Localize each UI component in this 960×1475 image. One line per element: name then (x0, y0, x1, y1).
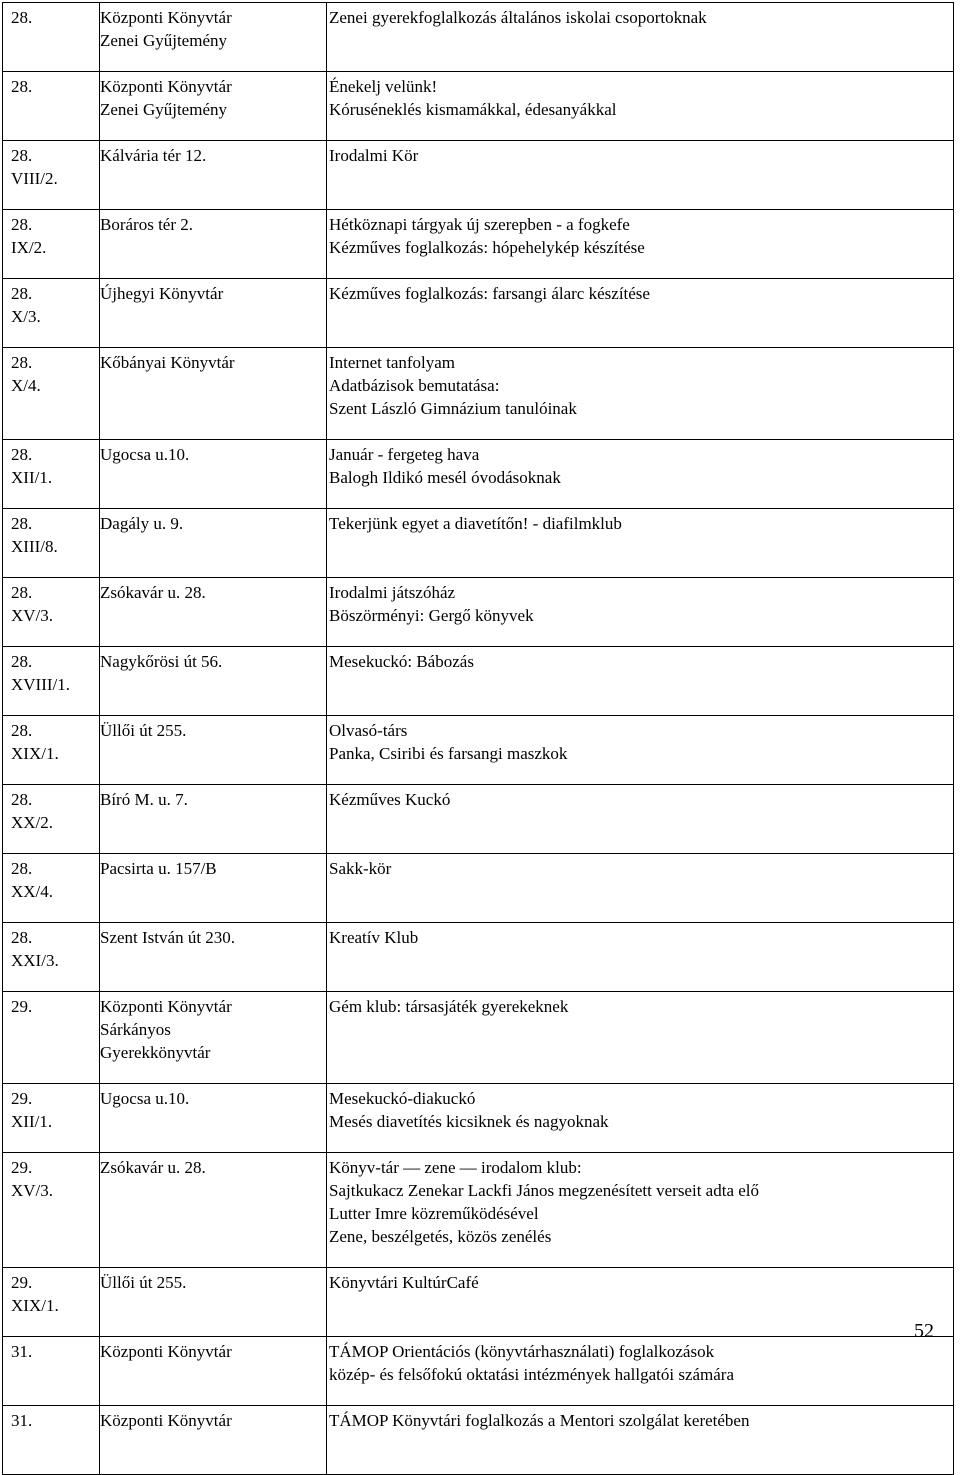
day-cell (3, 647, 100, 716)
table-row (3, 716, 954, 785)
place-line: Kőbányai Könyvtár (100, 353, 235, 372)
place-line: Bíró M. u. 7. (100, 790, 188, 809)
district-code: XII/1. (11, 1112, 53, 1131)
place-cell (100, 1406, 327, 1475)
event-cell (327, 1153, 954, 1268)
day-number: 31. (11, 1411, 33, 1430)
place-line: Szent István út 230. (100, 928, 236, 947)
place-line: Pacsirta u. 157/B (100, 859, 217, 878)
event-line: Irodalmi Kör (329, 146, 419, 165)
day-number: 28. (11, 583, 33, 602)
day-number: 28. (11, 445, 33, 464)
table-row (3, 992, 954, 1084)
place-cell (100, 716, 327, 785)
day-cell (3, 440, 100, 509)
place-line: Boráros tér 2. (100, 215, 194, 234)
day-number: 28. (11, 8, 33, 27)
event-line: Balogh Ildikó mesél óvodásoknak (329, 468, 561, 487)
place-cell (100, 578, 327, 647)
event-line: Adatbázisok bemutatása: (329, 376, 500, 395)
district-code: XX/2. (11, 813, 54, 832)
day-cell (3, 923, 100, 992)
event-cell (327, 440, 954, 509)
event-line: Panka, Csiribi és farsangi maszkok (329, 744, 568, 763)
place-line: Dagály u. 9. (100, 514, 184, 533)
day-cell (3, 1268, 100, 1337)
event-cell (327, 647, 954, 716)
event-line: Kézműves Kuckó (329, 790, 451, 809)
place-line: Zenei Gyűjtemény (100, 31, 227, 50)
place-cell (100, 210, 327, 279)
district-code: XIX/1. (11, 744, 59, 763)
district-code: XIII/8. (11, 537, 58, 556)
event-line: Könyv-tár — zene — irodalom klub: (329, 1158, 582, 1177)
place-line: Központi Könyvtár (100, 8, 232, 27)
day-cell (3, 854, 100, 923)
event-cell (327, 578, 954, 647)
table-row (3, 348, 954, 440)
place-line: Központi Könyvtár (100, 1411, 232, 1430)
district-code: X/3. (11, 307, 41, 326)
event-cell (327, 509, 954, 578)
event-line: TÁMOP Orientációs (könyvtárhasználati) foglalkozások (329, 1342, 715, 1361)
place-line: Zsókavár u. 28. (100, 583, 206, 602)
table-row (3, 1268, 954, 1337)
event-line: Könyvtári KultúrCafé (329, 1273, 479, 1292)
event-cell (327, 1406, 954, 1475)
event-line: Sajtkukacz Zenekar Lackfi János megzenésített verseit adta elő (329, 1181, 760, 1200)
day-cell (3, 785, 100, 854)
place-cell (100, 1337, 327, 1406)
day-number: 28. (11, 215, 33, 234)
place-cell (100, 647, 327, 716)
event-line: Hétköznapi tárgyak új szerepben - a fogkefe (329, 215, 630, 234)
table-row (3, 1406, 954, 1475)
event-line: Mesekuckó-diakuckó (329, 1089, 476, 1108)
event-cell (327, 992, 954, 1084)
table-row (3, 279, 954, 348)
day-number: 28. (11, 790, 33, 809)
day-number: 28. (11, 146, 33, 165)
district-code: IX/2. (11, 238, 47, 257)
event-line: Kóruséneklés kismamákkal, édesanyákkal (329, 100, 617, 119)
district-code: VIII/2. (11, 169, 58, 188)
event-line: Kézműves foglalkozás: farsangi álarc készítése (329, 284, 650, 303)
events-table-body (3, 3, 954, 1475)
event-line: TÁMOP Könyvtári foglalkozás a Mentori szolgálat keretében (329, 1411, 750, 1430)
day-cell (3, 992, 100, 1084)
place-cell (100, 141, 327, 210)
event-cell (327, 1337, 954, 1406)
event-line: Kreatív Klub (329, 928, 419, 947)
event-cell (327, 348, 954, 440)
district-code: X/4. (11, 376, 41, 395)
event-cell (327, 1084, 954, 1153)
district-code: XII/1. (11, 468, 53, 487)
events-table (2, 2, 954, 1475)
day-cell (3, 141, 100, 210)
place-cell (100, 72, 327, 141)
table-row (3, 141, 954, 210)
event-line: Mesés diavetítés kicsiknek és nagyoknak (329, 1112, 609, 1131)
district-code: XVIII/1. (11, 675, 71, 694)
day-number: 29. (11, 997, 33, 1016)
day-cell (3, 578, 100, 647)
day-number: 28. (11, 859, 33, 878)
day-number: 28. (11, 284, 33, 303)
day-cell (3, 210, 100, 279)
day-cell (3, 3, 100, 72)
day-number: 28. (11, 353, 33, 372)
table-row (3, 509, 954, 578)
place-line: Sárkányos (100, 1020, 171, 1039)
event-line: közép- és felsőfokú oktatási intézmények hallgatói számára (329, 1365, 735, 1384)
event-line: Gém klub: társasjáték gyerekeknek (329, 997, 569, 1016)
place-line: Ugocsa u.10. (100, 1089, 190, 1108)
place-line: Ugocsa u.10. (100, 445, 190, 464)
event-line: Január - fergeteg hava (329, 445, 480, 464)
event-line: Énekelj velünk! (329, 77, 438, 96)
table-row (3, 1337, 954, 1406)
event-line: Szent László Gimnázium tanulóinak (329, 399, 577, 418)
event-cell (327, 279, 954, 348)
day-cell (3, 72, 100, 141)
event-line: Kézműves foglalkozás: hópehelykép készítése (329, 238, 645, 257)
place-line: Üllői út 255. (100, 1273, 187, 1292)
day-number: 28. (11, 77, 33, 96)
table-row (3, 785, 954, 854)
table-row (3, 1084, 954, 1153)
district-code: XIX/1. (11, 1296, 59, 1315)
district-code: XV/3. (11, 606, 54, 625)
place-line: Központi Könyvtár (100, 997, 232, 1016)
page-number: 52 (914, 1320, 934, 1342)
day-cell (3, 1084, 100, 1153)
table-row (3, 647, 954, 716)
day-number: 28. (11, 514, 33, 533)
place-line: Újhegyi Könyvtár (100, 284, 224, 303)
place-line: Kálvária tér 12. (100, 146, 207, 165)
event-cell (327, 854, 954, 923)
day-number: 28. (11, 928, 33, 947)
place-line: Zsókavár u. 28. (100, 1158, 206, 1177)
event-line: Mesekuckó: Bábozás (329, 652, 474, 671)
event-line: Olvasó-társ (329, 721, 408, 740)
table-row (3, 210, 954, 279)
place-cell (100, 279, 327, 348)
event-line: Sakk-kör (329, 859, 392, 878)
place-line: Üllői út 255. (100, 721, 187, 740)
day-number: 28. (11, 721, 33, 740)
event-cell (327, 72, 954, 141)
day-number: 31. (11, 1342, 33, 1361)
event-line: Internet tanfolyam (329, 353, 456, 372)
place-line: Központi Könyvtár (100, 1342, 232, 1361)
event-line: Irodalmi játszóház (329, 583, 456, 602)
district-code: XX/4. (11, 882, 54, 901)
day-cell (3, 1153, 100, 1268)
event-cell (327, 141, 954, 210)
day-cell (3, 348, 100, 440)
place-cell (100, 1084, 327, 1153)
table-row (3, 854, 954, 923)
day-number: 29. (11, 1089, 33, 1108)
event-line: Lutter Imre közreműködésével (329, 1204, 539, 1223)
event-line: Zene, beszélgetés, közös zenélés (329, 1227, 552, 1246)
place-cell (100, 348, 327, 440)
table-row (3, 923, 954, 992)
place-cell (100, 3, 327, 72)
place-line: Zenei Gyűjtemény (100, 100, 227, 119)
place-cell (100, 509, 327, 578)
event-line: Böszörményi: Gergő könyvek (329, 606, 534, 625)
day-cell (3, 279, 100, 348)
district-code: XXI/3. (11, 951, 59, 970)
table-row (3, 440, 954, 509)
event-cell (327, 210, 954, 279)
place-cell (100, 1153, 327, 1268)
place-line: Nagykőrösi út 56. (100, 652, 223, 671)
day-cell (3, 1406, 100, 1475)
day-cell (3, 716, 100, 785)
place-cell (100, 1268, 327, 1337)
place-line: Központi Könyvtár (100, 77, 232, 96)
table-row (3, 72, 954, 141)
table-row (3, 1153, 954, 1268)
day-cell (3, 509, 100, 578)
event-cell (327, 3, 954, 72)
district-code: XV/3. (11, 1181, 54, 1200)
place-cell (100, 854, 327, 923)
event-line: Tekerjünk egyet a diavetítőn! - diafilmklub (329, 514, 622, 533)
place-line: Gyerekkönyvtár (100, 1043, 211, 1062)
place-cell (100, 440, 327, 509)
table-row (3, 3, 954, 72)
day-cell (3, 1337, 100, 1406)
day-number: 29. (11, 1158, 33, 1177)
day-number: 28. (11, 652, 33, 671)
event-cell (327, 785, 954, 854)
event-cell (327, 923, 954, 992)
event-cell (327, 1268, 954, 1337)
place-cell (100, 785, 327, 854)
place-cell (100, 992, 327, 1084)
place-cell (100, 923, 327, 992)
event-cell (327, 716, 954, 785)
event-line: Zenei gyerekfoglalkozás általános iskolai csoportoknak (329, 8, 707, 27)
table-row (3, 578, 954, 647)
day-number: 29. (11, 1273, 33, 1292)
